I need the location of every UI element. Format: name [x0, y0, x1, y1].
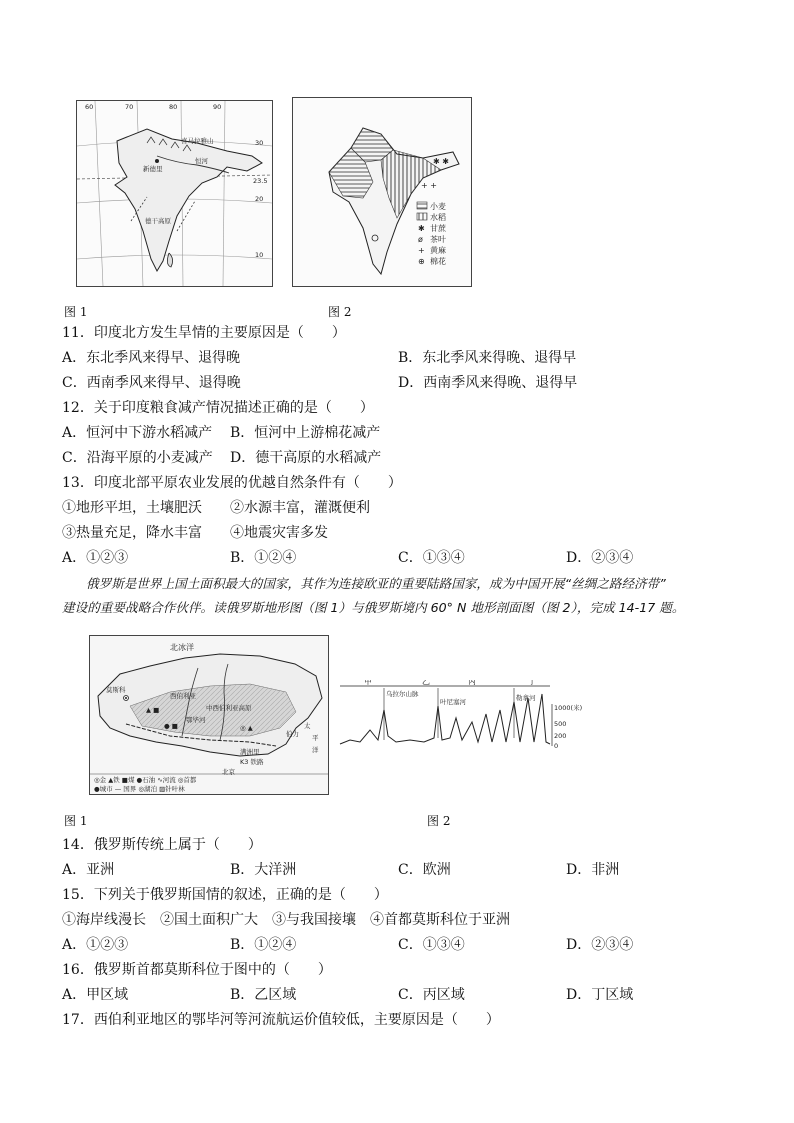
svg-text:ø: ø [418, 235, 423, 244]
svg-text:✱ ✱: ✱ ✱ [433, 157, 449, 166]
lon-tick: 70 [125, 103, 134, 111]
q12-stem: 12．关于印度粮食减产情况描述正确的是（ ） [62, 400, 374, 416]
q14-option-c[interactable]: C．欧洲 [398, 862, 451, 878]
map-label: 伯力 [286, 730, 299, 738]
q12-option-b[interactable]: B．恒河中上游棉花减产 [230, 425, 381, 441]
russia-map-svg [90, 636, 328, 794]
profile-fig2-caption: 图 2 [427, 814, 451, 828]
svg-text:✱: ✱ [418, 224, 425, 233]
q14-stem: 14．俄罗斯传统上属于（ ） [62, 837, 262, 853]
lon-tick: 90 [213, 103, 222, 111]
map-label: 德干高原 [145, 217, 171, 225]
fig2-caption: 图 2 [328, 305, 352, 319]
map-label: 满洲里 [240, 748, 260, 756]
india-crop-map-figure-2 [292, 97, 472, 287]
axis-tick: 0 [554, 742, 559, 750]
intro-line-2: 建设的重要战略合作伙伴。读俄罗斯地形图（图 1）与俄罗斯境内 60° N 地形剖面图（图 2），完成 14-17 题。 [62, 600, 685, 615]
q16-option-d[interactable]: D．丁区域 [566, 987, 634, 1003]
svg-text:▲ ■: ▲ ■ [146, 706, 160, 714]
q15-statements: ①海岸线漫长 ②国土面积广大 ③与我国接壤 ④首都莫斯科位于亚洲 [62, 912, 510, 928]
q13-option-b[interactable]: B．①②④ [230, 550, 297, 566]
map-label: 北京 [222, 768, 235, 776]
q15-option-c[interactable]: C．①③④ [398, 937, 465, 953]
map-label: 恒河 [195, 157, 208, 165]
q12-option-d[interactable]: D．德干高原的水稻减产 [230, 450, 382, 466]
svg-text:+ +: + + [421, 181, 437, 190]
axis-tick: 500 [554, 720, 567, 728]
map-label: 中西伯利亚高原 [206, 704, 252, 712]
lat-tick: 20 [255, 195, 264, 203]
profile-figure-2 [338, 680, 588, 752]
axis-tick: 1000(米) [554, 704, 583, 712]
q11-option-d[interactable]: D．西南季风来得晚、退得早 [398, 375, 578, 391]
q16-option-c[interactable]: C．丙区域 [398, 987, 465, 1003]
q16-option-b[interactable]: B．乙区域 [230, 987, 297, 1003]
region-ding: 丁 [528, 680, 536, 686]
lat-tick: 10 [255, 251, 264, 259]
svg-text:⊕: ⊕ [418, 257, 425, 266]
india-map-figure-1 [76, 100, 273, 287]
legend-sugarcane: 甘蔗 [430, 224, 446, 233]
india-map-1-svg [77, 101, 272, 286]
q11-option-a[interactable]: A．东北季风来得早、退得晚 [62, 350, 241, 366]
map-label-moscow: 莫斯科 [106, 686, 126, 694]
q13-stem: 13．印度北部平原农业发展的优越自然条件有（ ） [62, 475, 402, 491]
q12-option-c[interactable]: C．沿海平原的小麦减产 [62, 450, 213, 466]
q17-stem: 17．西伯利亚地区的鄂毕河等河流航运价值较低，主要原因是（ ） [62, 1012, 500, 1028]
q15-option-a[interactable]: A．①②③ [62, 937, 129, 953]
q15-stem: 15．下列关于俄罗斯国情的叙述，正确的是（ ） [62, 887, 388, 903]
map-label: 平 [312, 734, 319, 742]
profile-svg [338, 680, 588, 752]
legend-tea: 茶叶 [430, 235, 446, 244]
q15-option-d[interactable]: D．②③④ [566, 937, 634, 953]
lon-tick: 60 [85, 103, 94, 111]
svg-text:+: + [418, 246, 425, 255]
q14-option-b[interactable]: B．大洋洲 [230, 862, 297, 878]
q16-stem: 16．俄罗斯首都莫斯科位于图中的（ ） [62, 962, 332, 978]
legend-row-1: ◎金 ▲铁 ■煤 ●石油 ∿河流 ◎首都 [94, 776, 197, 784]
map-label: 洋 [312, 746, 319, 754]
profile-label: 乌拉尔山脉 [386, 690, 419, 698]
map-label: K3 铁路 [240, 758, 264, 766]
axis-tick: 200 [554, 732, 567, 740]
region-jia: 甲 [364, 680, 372, 686]
svg-text:● ■: ● ■ [164, 722, 178, 730]
q11-option-b[interactable]: B．东北季风来得晚、退得早 [398, 350, 577, 366]
q14-option-a[interactable]: A．亚洲 [62, 862, 115, 878]
q13-statement-3: ③热量充足，降水丰富 [62, 525, 202, 541]
russia-fig1-caption: 图 1 [64, 814, 88, 828]
region-yi: 乙 [422, 680, 430, 686]
intro-line-1: 俄罗斯是世界上国土面积最大的国家，其作为连接欧亚的重要陆路国家，成为中国开展“丝绸之路经济带” [86, 576, 666, 591]
legend-row-2: ●城市 — 国界 ◎湖泊 ▨针叶林 [94, 785, 185, 793]
q13-statement-4: ④地震灾害多发 [230, 525, 328, 541]
q13-option-d[interactable]: D．②③④ [566, 550, 634, 566]
legend-jute: 黄麻 [430, 246, 446, 255]
q14-option-d[interactable]: D．非洲 [566, 862, 620, 878]
russia-map-figure-1 [89, 635, 329, 795]
legend-rice: 水稻 [430, 213, 446, 222]
q13-option-a[interactable]: A．①②③ [62, 550, 129, 566]
q13-statement-2: ②水源丰富，灌溉便利 [230, 500, 370, 516]
q12-option-a[interactable]: A．恒河中下游水稻减产 [62, 425, 213, 441]
q11-option-c[interactable]: C．西南季风来得早、退得晚 [62, 375, 241, 391]
legend-wheat: 小麦 [430, 202, 446, 211]
lon-tick: 80 [169, 103, 178, 111]
svg-text:◎ ▲: ◎ ▲ [240, 724, 253, 732]
ocean-label: 北冰洋 [170, 643, 194, 652]
q16-option-a[interactable]: A．甲区域 [62, 987, 129, 1003]
q11-stem: 11．印度北方发生旱情的主要原因是（ ） [62, 325, 346, 341]
legend-cotton: 棉花 [430, 257, 446, 266]
q13-statement-1: ①地形平坦，土壤肥沃 [62, 500, 202, 516]
profile-label: 勒拿河 [516, 694, 536, 702]
india-map-2-svg [293, 98, 471, 286]
map-label: 新德里 [143, 165, 163, 173]
map-label: 西伯利亚 [170, 692, 196, 700]
map-label: 太 [304, 722, 311, 730]
map-label: 鄂毕河 [186, 716, 206, 724]
lat-tick: 30 [255, 139, 264, 147]
lat-tick: 23.5 [253, 177, 268, 185]
fig1-caption: 图 1 [64, 305, 88, 319]
region-bing: 丙 [468, 680, 476, 686]
map-label: 喜马拉雅山 [181, 137, 214, 145]
q15-option-b[interactable]: B．①②④ [230, 937, 297, 953]
profile-label: 叶尼塞河 [440, 698, 466, 706]
q13-option-c[interactable]: C．①③④ [398, 550, 465, 566]
